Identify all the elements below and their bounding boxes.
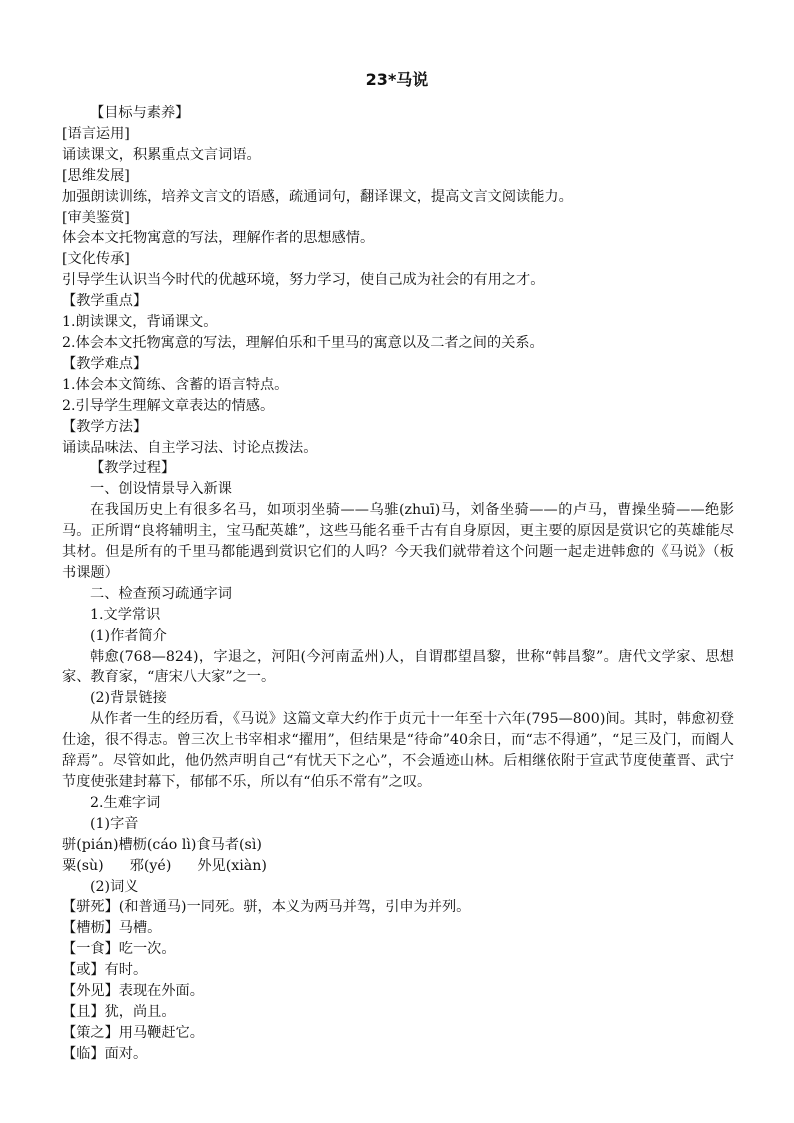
meaning-item: 【且】犹，尚且。 (62, 1003, 176, 1020)
author-title: (1)作者简介 (90, 627, 167, 644)
author-paragraph: 韩愈(768—824)，字退之，河阳(今河南孟州)人，自谓郡望昌黎，世称“韩昌黎”。唐代文学家、思想家、教育家，“唐宋八大家”之一。 (62, 648, 734, 686)
key-point-item: 1.朗读课文，背诵课文。 (62, 314, 218, 331)
pronunciation-title: (1)字音 (90, 815, 139, 832)
step1-paragraph: 在我国历史上有很多名马，如项羽坐骑——乌骓(zhuī)马，刘备坐骑——的卢马，曹操坐骑——绝影马。正所谓“良将辅明主，宝马配英雄”，这些马能名垂千古有自身原因，更主要的原因是赏识它的英雄能尽其材。但是所有的千里马都能遇到赏识它们的人吗？今天我们就带着这个问题一起走进韩愈的《马说》（板书课题） (62, 502, 734, 581)
vocab-title: 2.生难字词 (90, 794, 161, 811)
methods-text: 诵读品味法、自主学习法、讨论点拨法。 (62, 439, 318, 456)
key-point-item: 2.体会本文托物寓意的写法，理解伯乐和千里马的寓意以及二者之间的关系。 (62, 334, 544, 351)
background-paragraph: 从作者一生的经历看，《马说》这篇文章大约作于贞元十一年至十六年(795—800)间。其时，韩愈初登仕途，很不得志。曾三次上书宰相求“擢用”，但结果是“待命”40余日，而“志不得通”，“足三及门，而阍人辞焉”。尽管如此，他仍然声明自己“有忧天下之心”，不会遁迹山林。后相继依附于宣武节度使董晋、武宁节度使张建封幕下，郁郁不乐，所以有“伯乐不常有”之叹。 (62, 711, 734, 790)
difficult-point-item: 1.体会本文简练、含蓄的语言特点。 (62, 376, 289, 393)
meaning-item: 【或】有时。 (62, 962, 148, 979)
culture-label: [文化传承] (62, 251, 130, 268)
pron-xian: 外见(xiàn) (197, 857, 267, 874)
culture-text: 引导学生认识当今时代的优越环境，努力学习，使自己成为社会的有用之才。 (62, 272, 545, 289)
difficult-points-heading: 【教学难点】 (62, 355, 148, 372)
meaning-item: 【槽枥】马槽。 (62, 920, 162, 937)
meaning-item: 【策之】用马鞭赶它。 (62, 1024, 204, 1041)
process-heading: 【教学过程】 (90, 460, 176, 477)
pronunciation-line-2 (62, 856, 734, 877)
meaning-item: 【一食】吃一次。 (62, 941, 176, 958)
key-points-heading: 【教学重点】 (62, 293, 148, 310)
background-title: (2)背景链接 (90, 690, 167, 707)
goals-heading: 【目标与素养】 (90, 105, 190, 121)
language-text: 诵读课文，积累重点文言词语。 (62, 146, 261, 163)
pronunciation-line-1: 骈(pián)槽枥(cáo lì)食马者(sì) (62, 836, 262, 853)
thinking-text: 加强朗读训练，培养文言文的语感，疏通词句，翻译课文，提高文言文阅读能力。 (62, 188, 573, 205)
pron-ye: 邪(yé) (129, 857, 172, 874)
literature-title: 1.文学常识 (90, 606, 161, 623)
meaning-item: 【临】面对。 (62, 1045, 148, 1062)
difficult-point-item: 2.引导学生理解文章表达的情感。 (62, 397, 275, 414)
pron-su: 粟(sù) (62, 857, 104, 874)
methods-heading: 【教学方法】 (62, 418, 148, 435)
thinking-label: [思维发展] (62, 167, 130, 184)
step2-title: 二、检查预习疏通字词 (90, 585, 232, 602)
document-body (62, 103, 734, 1065)
page-title: 23*马说 (365, 70, 429, 89)
meaning-item: 【外见】表现在外面。 (62, 983, 204, 1000)
step1-title: 一、创设情景导入新课 (90, 481, 232, 498)
language-label: [语言运用] (62, 125, 130, 142)
aesthetic-label: [审美鉴赏] (62, 209, 130, 226)
meaning-title: (2)词义 (90, 878, 139, 895)
aesthetic-text: 体会本文托物寓意的写法，理解作者的思想感情。 (62, 230, 375, 247)
meaning-item: 【骈死】(和普通马)一同死。骈，本义为两马并驾，引申为并列。 (62, 899, 471, 916)
